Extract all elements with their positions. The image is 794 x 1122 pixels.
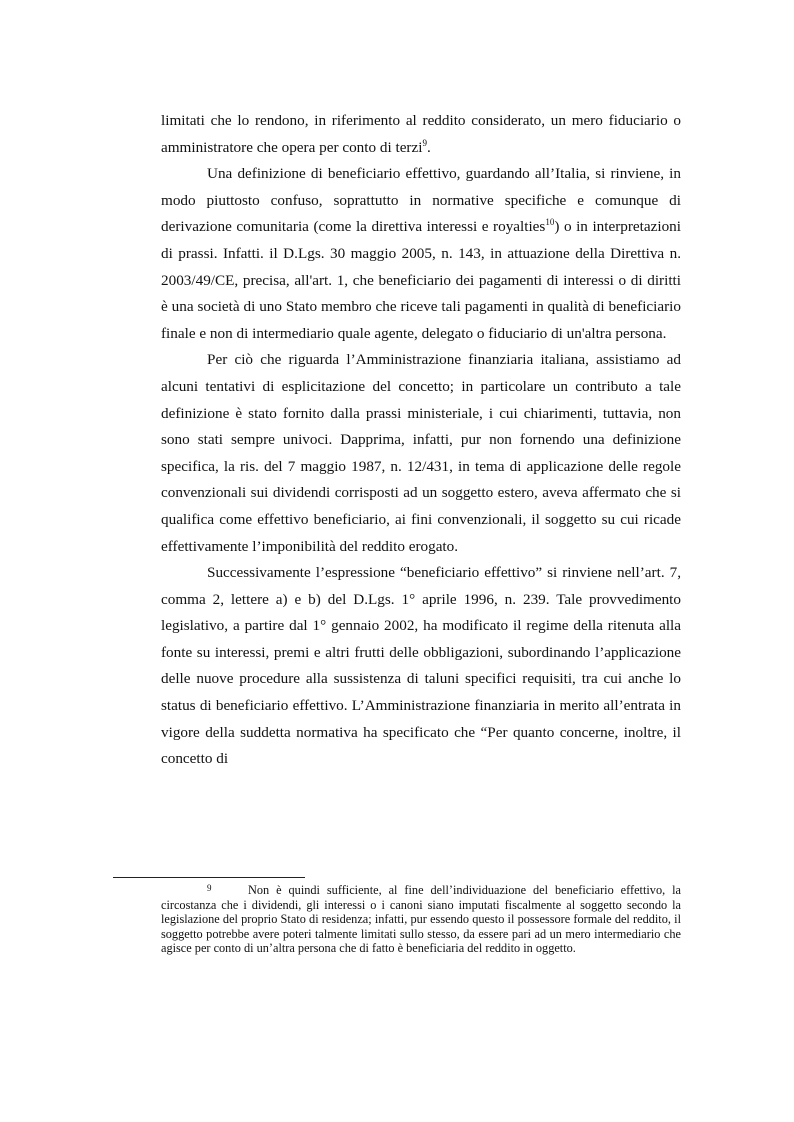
footnote-text: Non è quindi sufficiente, al fine dell’individuazione del beneficiario effettivo, la circostanza che i dividendi, gli interessi o i canoni siano imputati fiscalmente al soggetto secondo la legislazione del proprio Stato di residenza; infatti, pur essendo questo il possessore formale del reddito, il soggetto potrebbe avere poteri talmente limitati sullo stesso, da essere pari ad un mero intermediario che agisce per conto di un’altra persona che di fatto è beneficiaria del reddito in oggetto. [161, 883, 681, 956]
footnote-separator [113, 877, 305, 878]
footnote-9: 9 Non è quindi sufficiente, al fine dell’individuazione del beneficiario effettivo, la circostanza che i dividendi, gli interessi o i canoni siano imputati fiscalmente al soggetto secondo la legislazione del proprio Stato di residenza; infatti, pur essendo questo il possessore formale del reddito, il soggetto potrebbe avere poteri talmente limitati sullo stesso, da essere pari ad un mero intermediario che agisce per conto di un’altra persona che di fatto è beneficiaria del reddito in oggetto. [161, 883, 681, 956]
body-text [161, 108, 681, 773]
paragraph-2: Una definizione di beneficiario effettivo, guardando all’Italia, si rinviene, in modo piuttosto confuso, soprattutto in normative specifiche e comunque di derivazione comunitaria (come la direttiva interessi e royalties$^{10}$) o in interpretazioni di prassi. Infatti. il D.Lgs. 30 maggio 2005, n. 143, in attuazione della Direttiva n. 2003/49/CE, precisa, all'art. 1, che beneficiario dei pagamenti di interessi o di diritti è una società di uno Stato membro che riceve tali pagamenti in qualità di beneficiario finale e non di intermediario quale agente, delegato o fiduciario di un'altra persona. [161, 165, 681, 342]
paragraph-4: Successivamente l’espressione “beneficiario effettivo” si rinviene nell’art. 7, comma 2, lettere a) e b) del D.Lgs. 1° aprile 1996, n. 239. Tale provvedimento legislativo, a partire dal 1° gennaio 2002, ha modificato il regime della ritenuta alla fonte su interessi, premi e altri frutti delle obbligazioni, subordinando l’applicazione delle nuove procedure alla sussistenza di taluni specifici requisiti, tra cui anche lo status di beneficiario effettivo. L’Amministrazione finanziaria in merito all’entrata in vigore della suddetta normativa ha specificato che “Per quanto concerne, inoltre, il concetto di [161, 564, 681, 768]
paragraph-1: limitati che lo rendono, in riferimento al reddito considerato, un mero fiduciario o amministratore che opera per conto di terzi$^9$. [161, 112, 681, 156]
footnote-ref-10[interactable]: 10 [545, 217, 555, 228]
footnote-ref-9[interactable]: 9 [422, 137, 427, 148]
paragraph-3: Per ciò che riguarda l’Amministrazione finanziaria italiana, assistiamo ad alcuni tentativi di esplicitazione del concetto; in particolare un contributo a tale definizione è stato fornito dalla prassi ministeriale, i cui chiarimenti, tuttavia, non sono stati sempre univoci. Dapprima, infatti, pur non fornendo una definizione specifica, la ris. del 7 maggio 1987, n. 12/431, in tema di applicazione delle regole convenzionali sui dividendi corrisposti ad un soggetto estero, aveva affermato che si qualifica come effettivo beneficiario, ai fini convenzionali, il soggetto su cui ricade effettivamente l’imponibilità del reddito erogato. [161, 351, 681, 555]
